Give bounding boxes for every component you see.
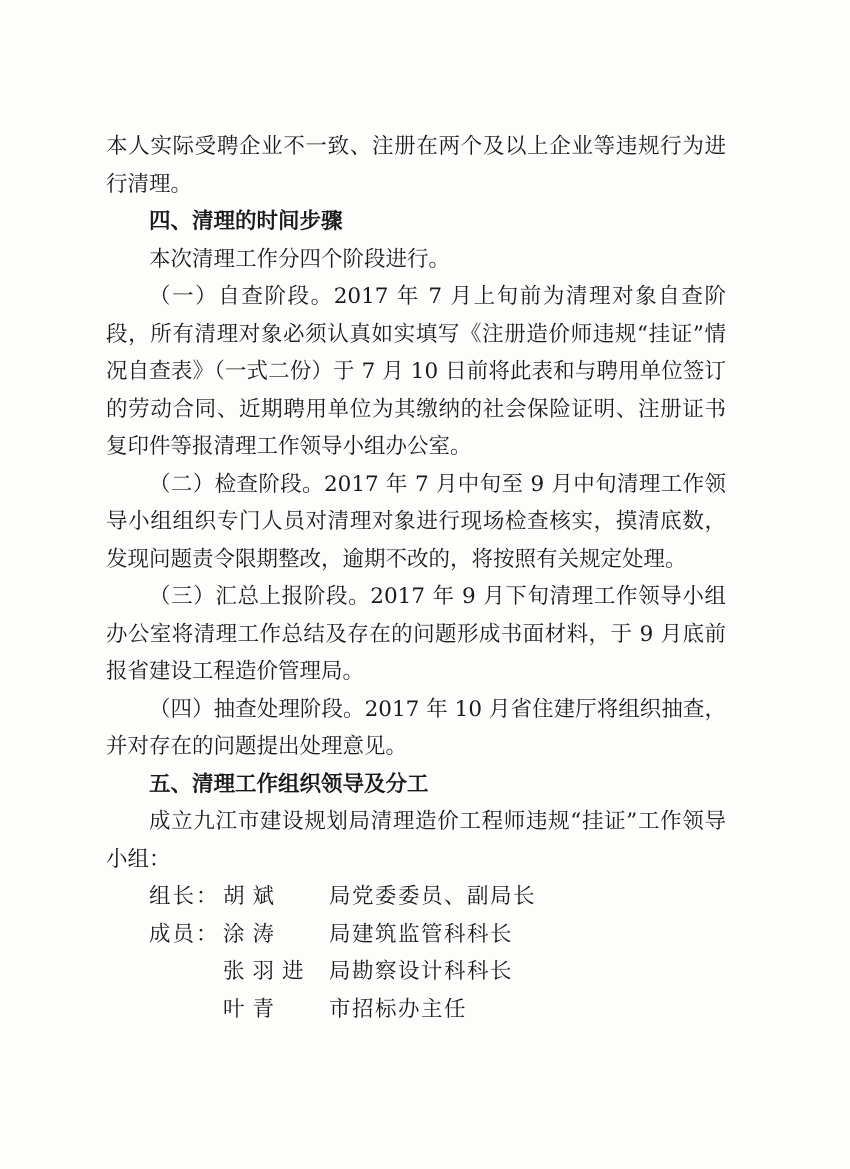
roster-name: 胡斌 bbox=[223, 884, 283, 909]
roster-role bbox=[149, 953, 223, 991]
roster-name: 叶青 bbox=[223, 996, 283, 1022]
paragraph-stages-intro: 本次清理工作分四个阶段进行。 bbox=[149, 246, 451, 272]
roster-row bbox=[149, 953, 726, 991]
roster-name: 涂涛 bbox=[223, 921, 283, 947]
section-heading-4: 四、清理的时间步骤 bbox=[149, 209, 343, 234]
paragraph-continuation: 本人实际受聘企业不一致、注册在两个及以上企业等违规行为进行清理。 bbox=[106, 134, 726, 197]
leadership-roster bbox=[106, 878, 726, 1028]
paragraph-stage-1: （一）自查阶段。2017 年 7 月上旬前为清理对象自查阶段，所有清理对象必须认真如实填写《注册造价师违规“挂证”情况自查表》（一式二份）于 7 月 10 日前将此表和与聘用单位签订的劳动合同、近期聘用单位为其缴纳的社会保险证明、注册证书复印件等报清理工作领导小组办公室。 bbox=[106, 284, 726, 459]
roster-name: 张羽进 bbox=[223, 959, 312, 984]
roster-row bbox=[149, 878, 726, 916]
roster-row bbox=[149, 916, 726, 954]
roster-title: 局建筑监管科科长 bbox=[329, 921, 514, 947]
paragraph-stage-2: （二）检查阶段。2017 年 7 月中旬至 9 月中旬清理工作领导小组组织专门人员对清理对象进行现场检查核实，摸清底数，发现问题责令限期整改，逾期不改的，将按照有关规定处理。 bbox=[106, 471, 726, 572]
roster-role bbox=[149, 991, 223, 1029]
roster-title: 市招标办主任 bbox=[329, 996, 468, 1022]
paragraph-stage-3: （三）汇总上报阶段。2017 年 9 月下旬清理工作领导小组办公室将清理工作总结及存在的问题形成书面材料，于 9 月底前报省建设工程造价管理局。 bbox=[106, 584, 726, 684]
section-heading-5: 五、清理工作组织领导及分工 bbox=[149, 771, 429, 797]
roster-title: 局党委委员、副局长 bbox=[329, 884, 537, 909]
paragraph-stage-4: （四）抽查处理阶段。2017 年 10 月省住建厅将组织抽查，并对存在的问题提出处理意见。 bbox=[106, 696, 726, 759]
roster-row bbox=[149, 991, 726, 1029]
roster-role: 成员： bbox=[149, 921, 220, 947]
document-body bbox=[106, 128, 726, 1028]
roster-role: 组长： bbox=[149, 884, 220, 909]
roster-title: 局勘察设计科科长 bbox=[329, 959, 514, 984]
paragraph-group-intro: 成立九江市建设规划局清理造价工程师违规“挂证”工作领导小组： bbox=[106, 809, 726, 872]
